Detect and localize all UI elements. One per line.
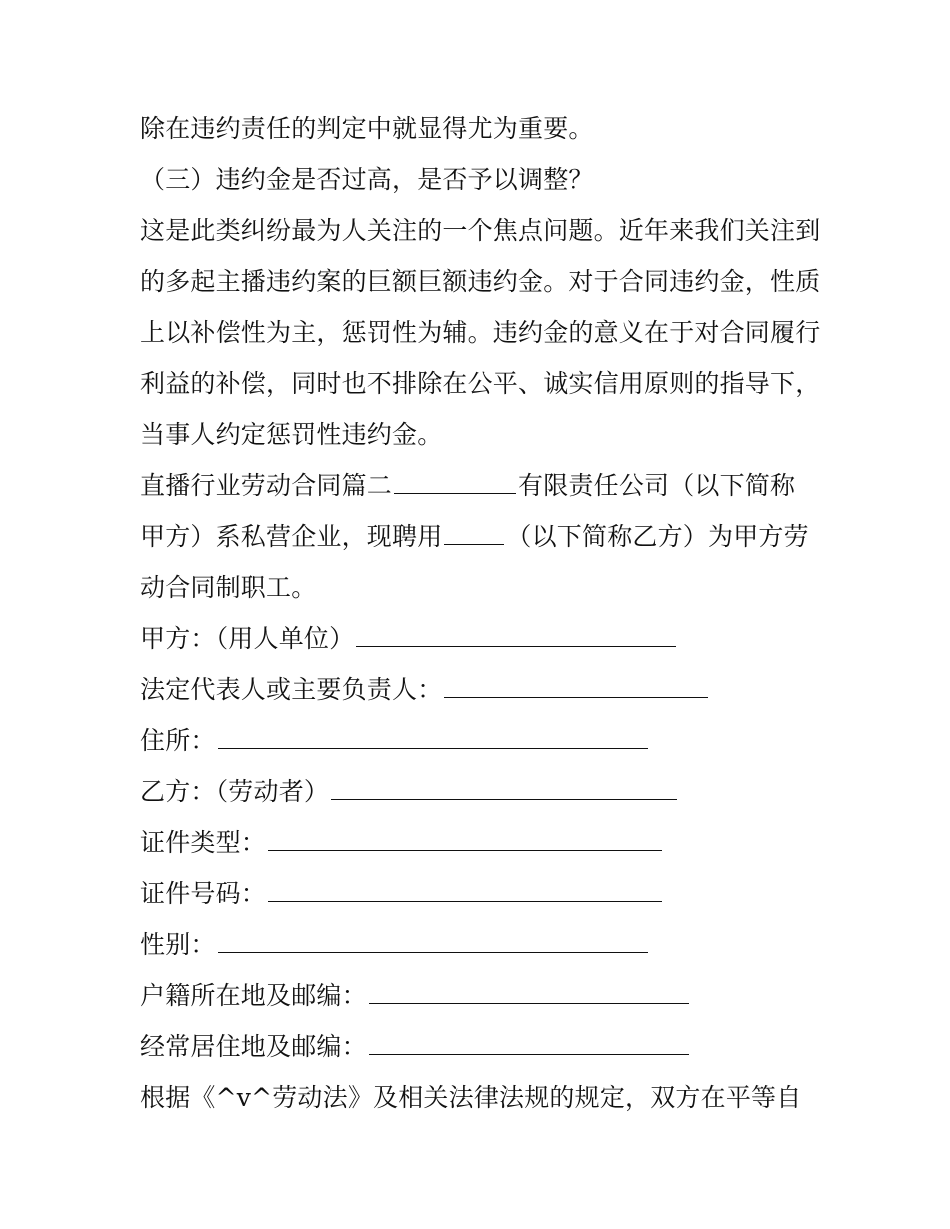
field-label: 证件号码： [140,879,267,908]
employer-statement: 甲方）系私营企业，现聘用 [140,522,443,551]
field-label: 性别： [140,930,216,959]
field-address [140,724,650,758]
field-household [140,979,691,1013]
field-label: 乙方：（劳动者） [140,777,330,806]
field-residence [140,1030,691,1064]
field-gender [140,928,650,962]
contract-intro-line-3: 动合同制职工。 [140,573,317,602]
company-suffix: 有限责任公司（以下简称 [518,471,796,500]
contract-title: 直播行业劳动合同篇二 [140,471,393,500]
field-blank [356,624,676,647]
field-blank [268,828,662,851]
field-label: 住所： [140,726,216,755]
field-blank [369,1032,689,1055]
company-name-blank [394,471,516,494]
field-id-type [140,826,664,860]
paragraph-line-1: 除在违约责任的判定中就显得尤为重要。 [140,114,594,143]
paragraph-line-5: 上以补偿性为主，惩罚性为辅。违约金的意义在于对合同履行 [140,318,821,347]
employee-name-blank [444,522,504,545]
field-blank [218,726,648,749]
field-blank [268,879,662,902]
field-blank [218,930,648,953]
paragraph-line-3: 这是此类纠纷最为人关注的一个焦点问题。近年来我们关注到 [140,216,821,245]
field-blank [444,675,708,698]
field-id-number [140,877,664,911]
field-party-b [140,775,679,809]
field-blank [369,981,689,1004]
field-legal-rep [140,673,710,707]
field-label: 户籍所在地及邮编： [140,981,367,1010]
paragraph-line-4: 的多起主播违约案的巨额巨额违约金。对于合同违约金，性质 [140,267,821,296]
contract-intro-line-2 [140,520,809,554]
field-label: 经常居住地及邮编： [140,1032,367,1061]
field-blank [331,777,677,800]
field-party-a [140,622,678,656]
field-label: 法定代表人或主要负责人： [140,675,443,704]
employee-statement: （以下简称乙方）为甲方劳 [506,522,809,551]
paragraph-line-6: 利益的补偿，同时也不排除在公平、诚实信用原则的指导下， [140,369,821,398]
contract-intro-line-1 [140,469,795,503]
section-heading: （三）违约金是否过高，是否予以调整？ [140,165,594,194]
paragraph-line-7: 当事人约定惩罚性违约金。 [140,420,443,449]
field-label: 甲方：（用人单位） [140,624,355,653]
paragraph-final-line: 根据《^v^劳动法》及相关法律法规的规定，双方在平等自 [140,1083,802,1112]
field-label: 证件类型： [140,828,267,857]
